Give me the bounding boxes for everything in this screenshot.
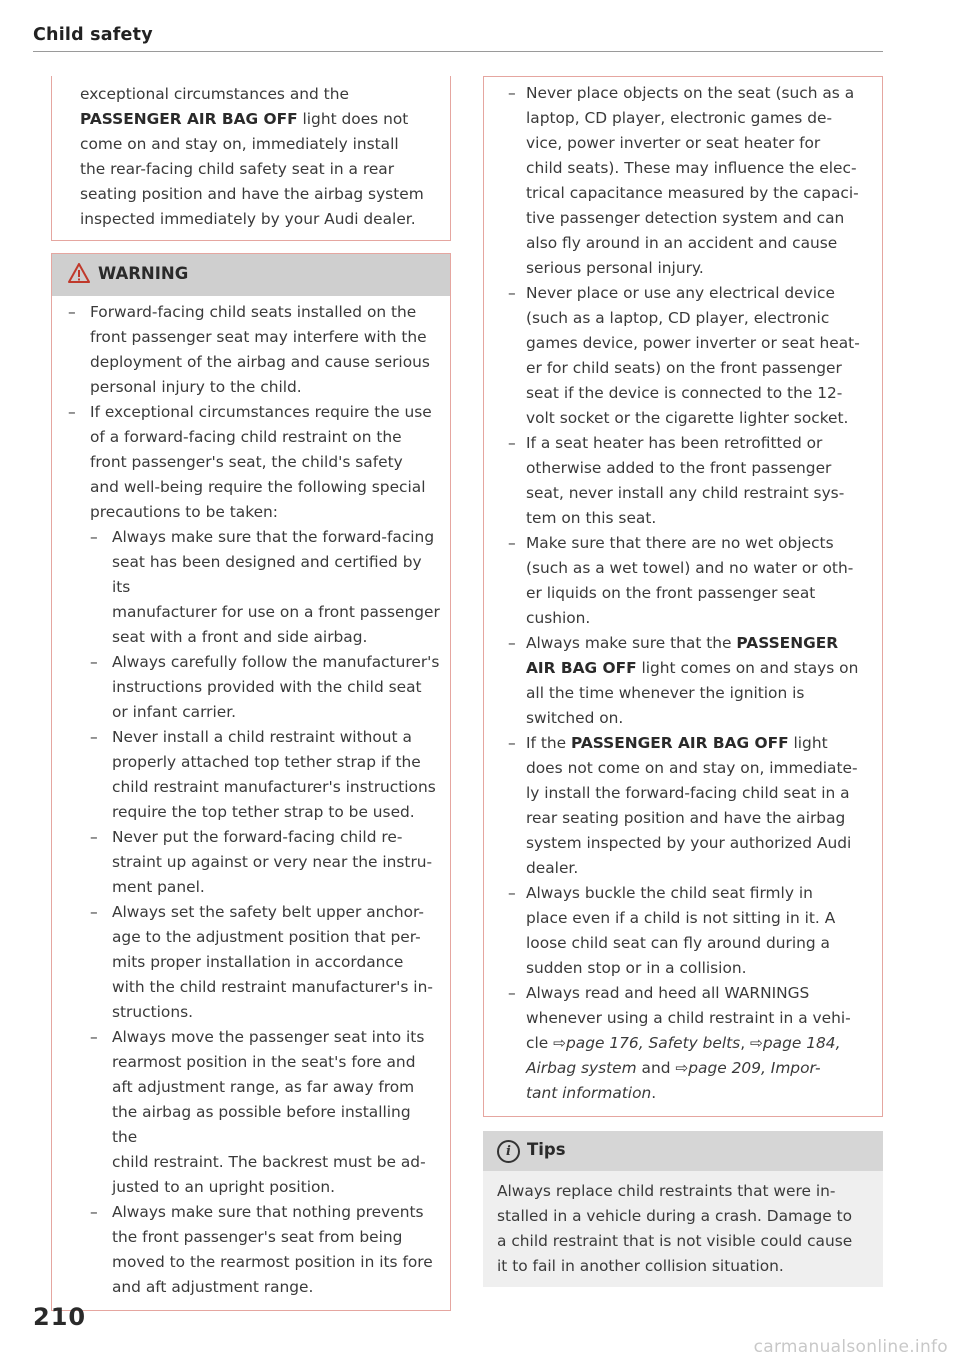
text-line: er liquids on the front passenger seat [526, 584, 816, 602]
bullet-dash: – [508, 434, 516, 452]
warning-item [498, 731, 874, 881]
header-divider [33, 51, 883, 52]
text-line: seating position and have the airbag system [80, 185, 424, 203]
text-line: all the time whenever the ignition is [526, 684, 805, 702]
text-line: personal injury to the child. [90, 378, 302, 396]
warning-header [52, 254, 450, 296]
bullet-dash: – [508, 84, 516, 102]
warning-item [498, 81, 874, 281]
text-fragment: light does not [297, 110, 409, 128]
warning-continued-list [498, 81, 874, 1106]
bullet-dash: – [68, 403, 76, 421]
text-line: the airbag as possible before installing the [112, 1103, 411, 1146]
warning-item [68, 825, 440, 900]
text-line: instructions provided with the child seat [112, 678, 422, 696]
text-line: of a forward-facing child restraint on the [90, 428, 402, 446]
text-line: laptop, CD player, electronic games de- [526, 109, 833, 127]
text-line: come on and stay on, immediately install [80, 135, 399, 153]
text-line: (such as a wet towel) and no water or oth- [526, 559, 854, 577]
text-line: the front passenger's seat from being [112, 1228, 403, 1246]
warning-item [498, 431, 874, 531]
text-line: Always make sure that nothing prevents [112, 1203, 424, 1221]
bullet-dash: – [90, 528, 98, 546]
continued-text [80, 82, 450, 232]
text-line: Always move the passenger seat into its [112, 1028, 425, 1046]
text-line: otherwise added to the front passenger [526, 459, 832, 477]
tips-line: a child restraint that is not visible could cause [497, 1232, 853, 1250]
text-line: require the top tether strap to be used. [112, 803, 415, 821]
tips-line: Always replace child restraints that were in- [497, 1182, 836, 1200]
text-fragment: , [740, 1034, 750, 1052]
text-line [526, 656, 874, 681]
text-line: games device, power inverter or seat heat- [526, 334, 860, 352]
text-line: loose child seat can fly around during a [526, 934, 830, 952]
text-line: justed to an upright position. [112, 1178, 336, 1196]
emphasis-text: PASSENGER AIR BAG OFF [571, 734, 789, 752]
text-fragment: light [788, 734, 828, 752]
text-fragment: . [651, 1084, 657, 1102]
text-line: with the child restraint manufacturer's in- [112, 978, 433, 996]
text-line: and well-being require the following special [90, 478, 426, 496]
bullet-dash: – [508, 884, 516, 902]
text-line: moved to the rearmost position in its fore [112, 1253, 433, 1271]
text-line: Make sure that there are no wet objects [526, 534, 834, 552]
text-line: switched on. [526, 709, 624, 727]
left-column [51, 76, 451, 1311]
warning-list [68, 300, 440, 1300]
text-line: child restraint. The backrest must be ad- [112, 1153, 426, 1171]
text-line: precautions to be taken: [90, 503, 278, 521]
warning-item [498, 881, 874, 981]
text-line: ly install the forward-facing child seat in a [526, 784, 850, 802]
text-line: Always set the safety belt upper anchor- [112, 903, 424, 921]
text-line [526, 1031, 874, 1056]
indicator-name: PASSENGER AIR BAG OFF [80, 110, 298, 128]
text-line: mits proper installation in accordance [112, 953, 404, 971]
warning-item [498, 981, 874, 1106]
warning-triangle-icon [68, 263, 90, 283]
text-line [526, 1081, 874, 1106]
text-line: seat if the device is connected to the 12- [526, 384, 843, 402]
warning-box [51, 253, 451, 1311]
text-line: properly attached top tether strap if the [112, 753, 421, 771]
text-line: rear seating position and have the airbag [526, 809, 846, 827]
info-circle-icon: i [497, 1140, 520, 1163]
warning-item [498, 631, 874, 731]
text-line: aft adjustment range, as far away from [112, 1078, 415, 1096]
text-fragment: and [636, 1059, 676, 1077]
text-line [526, 631, 874, 656]
cross-reference: tant information [526, 1084, 652, 1102]
text-line: cushion. [526, 609, 591, 627]
text-line: the rear-facing child safety seat in a rear [80, 160, 395, 178]
text-line: (such as a laptop, CD player, electronic [526, 309, 830, 327]
text-line: Always read and heed all WARNINGS [526, 984, 810, 1002]
text-line: also fly around in an accident and cause [526, 234, 838, 252]
text-line: Forward-facing child seats installed on the [90, 303, 417, 321]
text-line: does not come on and stay on, immediate- [526, 759, 858, 777]
bullet-dash: – [90, 1028, 98, 1046]
cross-reference: ⇨page 184, [749, 1034, 841, 1052]
text-line: tem on this seat. [526, 509, 657, 527]
text-line [526, 731, 874, 756]
tips-box [483, 1131, 883, 1287]
text-line: seat, never install any child restraint sys- [526, 484, 845, 502]
warning-continued-box [483, 76, 883, 1117]
emphasis-text: PASSENGER [736, 634, 839, 652]
watermark-text: carmanualsonline.info [753, 1337, 948, 1357]
tips-header [483, 1131, 883, 1171]
tips-label: Tips [527, 1140, 566, 1159]
bullet-dash: – [90, 653, 98, 671]
text-line: volt socket or the cigarette lighter socket. [526, 409, 849, 427]
bullet-dash: – [90, 728, 98, 746]
tips-text [483, 1171, 883, 1287]
text-fragment: cle [526, 1034, 554, 1052]
text-line: seat has been designed and certified by its [112, 553, 422, 596]
tips-line: it to fail in another collision situation. [497, 1257, 784, 1275]
text-line: vice, power inverter or seat heater for [526, 134, 821, 152]
text-line: tive passenger detection system and can [526, 209, 845, 227]
text-line: system inspected by your authorized Audi [526, 834, 852, 852]
bullet-dash: – [90, 1203, 98, 1221]
text-line [80, 107, 450, 132]
text-line: If a seat heater has been retrofitted or [526, 434, 823, 452]
text-line: sudden stop or in a collision. [526, 959, 747, 977]
text-line: deployment of the airbag and cause serious [90, 353, 430, 371]
text-line: child restraint manufacturer's instructions [112, 778, 436, 796]
text-line: exceptional circumstances and the [80, 85, 349, 103]
text-line: If exceptional circumstances require the use [90, 403, 432, 421]
cross-reference: ⇨page 176, Safety belts [553, 1034, 741, 1052]
warning-item [68, 300, 440, 400]
text-line: Never install a child restraint without a [112, 728, 412, 746]
text-line: Always buckle the child seat firmly in [526, 884, 813, 902]
warning-item [498, 531, 874, 631]
page-number: 210 [33, 1303, 87, 1331]
text-line: dealer. [526, 859, 579, 877]
warning-item [68, 650, 440, 725]
cross-reference: Airbag system [526, 1059, 637, 1077]
text-line: straint up against or very near the instru- [112, 853, 433, 871]
warning-item [68, 1200, 440, 1300]
text-line: front passenger seat may interfere with the [90, 328, 427, 346]
bullet-dash: – [508, 984, 516, 1002]
warning-item [68, 525, 440, 650]
text-line: age to the adjustment position that per- [112, 928, 421, 946]
text-line: or infant carrier. [112, 703, 237, 721]
bullet-dash: – [508, 534, 516, 552]
text-line: whenever using a child restraint in a vehi- [526, 1009, 851, 1027]
text-line: rearmost position in the seat's fore and [112, 1053, 416, 1071]
text-line: front passenger's seat, the child's safety [90, 453, 403, 471]
text-line: serious personal injury. [526, 259, 704, 277]
text-line: child seats). These may influence the elec- [526, 159, 857, 177]
text-line: Never place objects on the seat (such as a [526, 84, 855, 102]
bullet-dash: – [508, 634, 516, 652]
text-line: seat with a front and side airbag. [112, 628, 368, 646]
warning-item [68, 400, 440, 525]
text-fragment: light comes on and stays on [636, 659, 859, 677]
text-line: place even if a child is not sitting in it. A [526, 909, 836, 927]
warning-item [68, 1025, 440, 1200]
emphasis-text: AIR BAG OFF [526, 659, 637, 677]
text-line: Always make sure that the forward-facing [112, 528, 435, 546]
warning-label: WARNING [98, 264, 189, 283]
warning-item [68, 900, 440, 1025]
bullet-dash: – [90, 828, 98, 846]
right-column [483, 76, 883, 1287]
bullet-dash: – [508, 734, 516, 752]
tips-line: stalled in a vehicle during a crash. Damage to [497, 1207, 853, 1225]
section-title: Child safety [33, 25, 153, 45]
text-line: Never put the forward-facing child re- [112, 828, 403, 846]
text-line: and aft adjustment range. [112, 1278, 314, 1296]
text-line: Never place or use any electrical device [526, 284, 835, 302]
text-line: structions. [112, 1003, 193, 1021]
text-line [526, 1056, 874, 1081]
text-line: ment panel. [112, 878, 205, 896]
warning-item [68, 725, 440, 825]
bullet-dash: – [508, 284, 516, 302]
text-line: er for child seats) on the front passenger [526, 359, 842, 377]
text-line: Always carefully follow the manufacturer's [112, 653, 440, 671]
text-line: trical capacitance measured by the capaci- [526, 184, 859, 202]
text-fragment: Always make sure that the [526, 634, 737, 652]
text-line: manufacturer for use on a front passenger [112, 603, 440, 621]
cross-reference: ⇨page 209, Impor- [675, 1059, 821, 1077]
continued-text-box [51, 76, 451, 241]
bullet-dash: – [68, 303, 76, 321]
bullet-dash: – [90, 903, 98, 921]
warning-item [498, 281, 874, 431]
text-line: inspected immediately by your Audi dealer. [80, 210, 416, 228]
text-fragment: If the [526, 734, 571, 752]
